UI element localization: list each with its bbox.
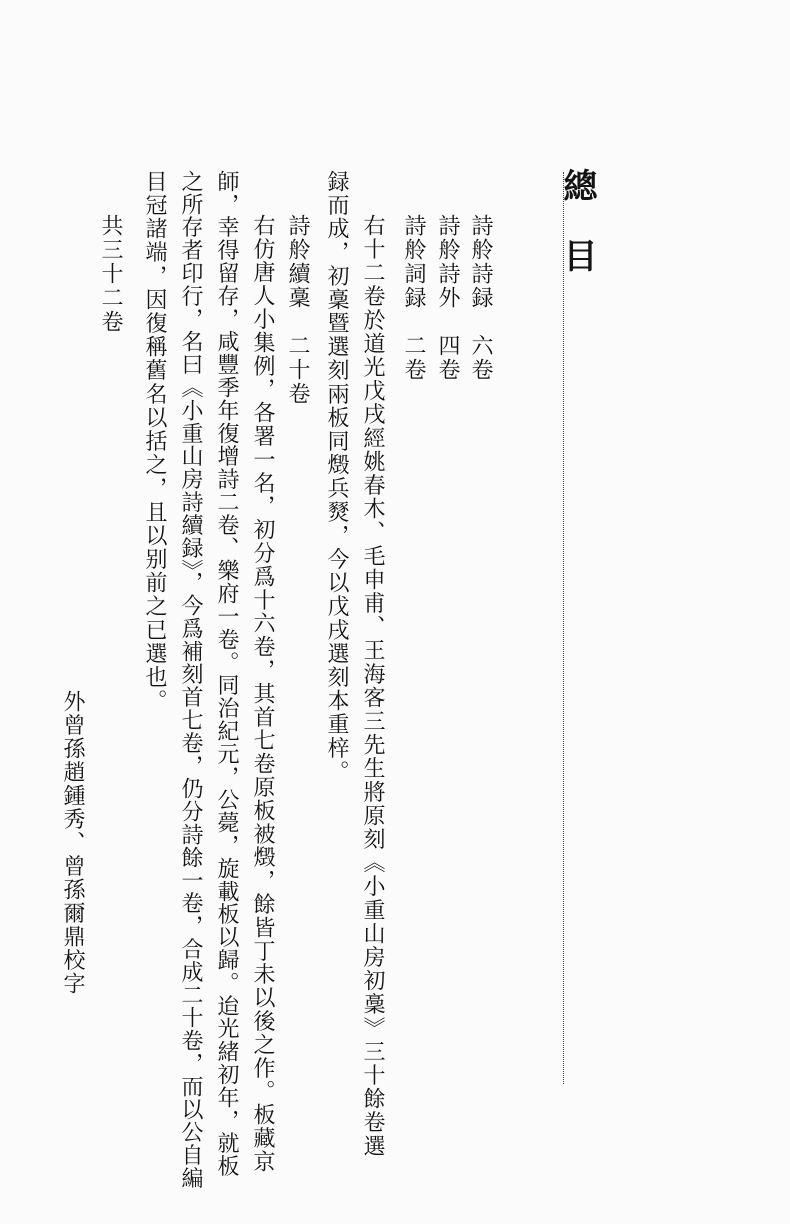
entry-shiling-shiwai: 詩舲詩外 四卷: [435, 214, 460, 382]
dotted-divider: [563, 172, 564, 1084]
note-xugao-4: 目冠諸端，因復稱舊名以括之，且以别前之已選也。: [142, 170, 167, 713]
proofreaders-credit: 外曾孫趙鍾秀、曾孫爾鼎校字: [60, 690, 85, 996]
note-xugao-1: 右仿唐人小集例，各署一名，初分爲十六卷，其首七卷原板被燬，餘皆丁未以後之作。板藏京: [250, 214, 275, 1174]
total-volumes: 共三十二卷: [98, 214, 123, 334]
entry-shiling-shilu: 詩舲詩録 六卷: [468, 214, 493, 382]
note-first-twelve-volumes-cont: 録而成，初稾暨選刻兩板同燬兵燹，今以戊戌選刻本重梓。: [324, 170, 349, 784]
note-first-twelve-volumes: 右十二卷於道光戊戌經姚春木、毛申甫、王海客三先生將原刻《小重山房初稾》三十餘卷選: [360, 214, 385, 1158]
entry-shiling-cilu: 詩舲詞録 二卷: [401, 214, 426, 382]
note-xugao-2: 師，幸得留存，咸豐季年復增詩二卷、樂府一卷。同治紀元，公薨，旋載板以歸。迨光緒初年，就板: [214, 170, 239, 1178]
entry-shiling-xugao: 詩舲續稾 二十卷: [285, 214, 310, 406]
note-xugao-3: 之所存者印行，名曰《小重山房詩續録》，今爲補刻首七卷，仍分詩餘一卷，合成二十卷，而以公自編: [178, 170, 203, 1190]
page-title: 總目: [557, 168, 597, 308]
